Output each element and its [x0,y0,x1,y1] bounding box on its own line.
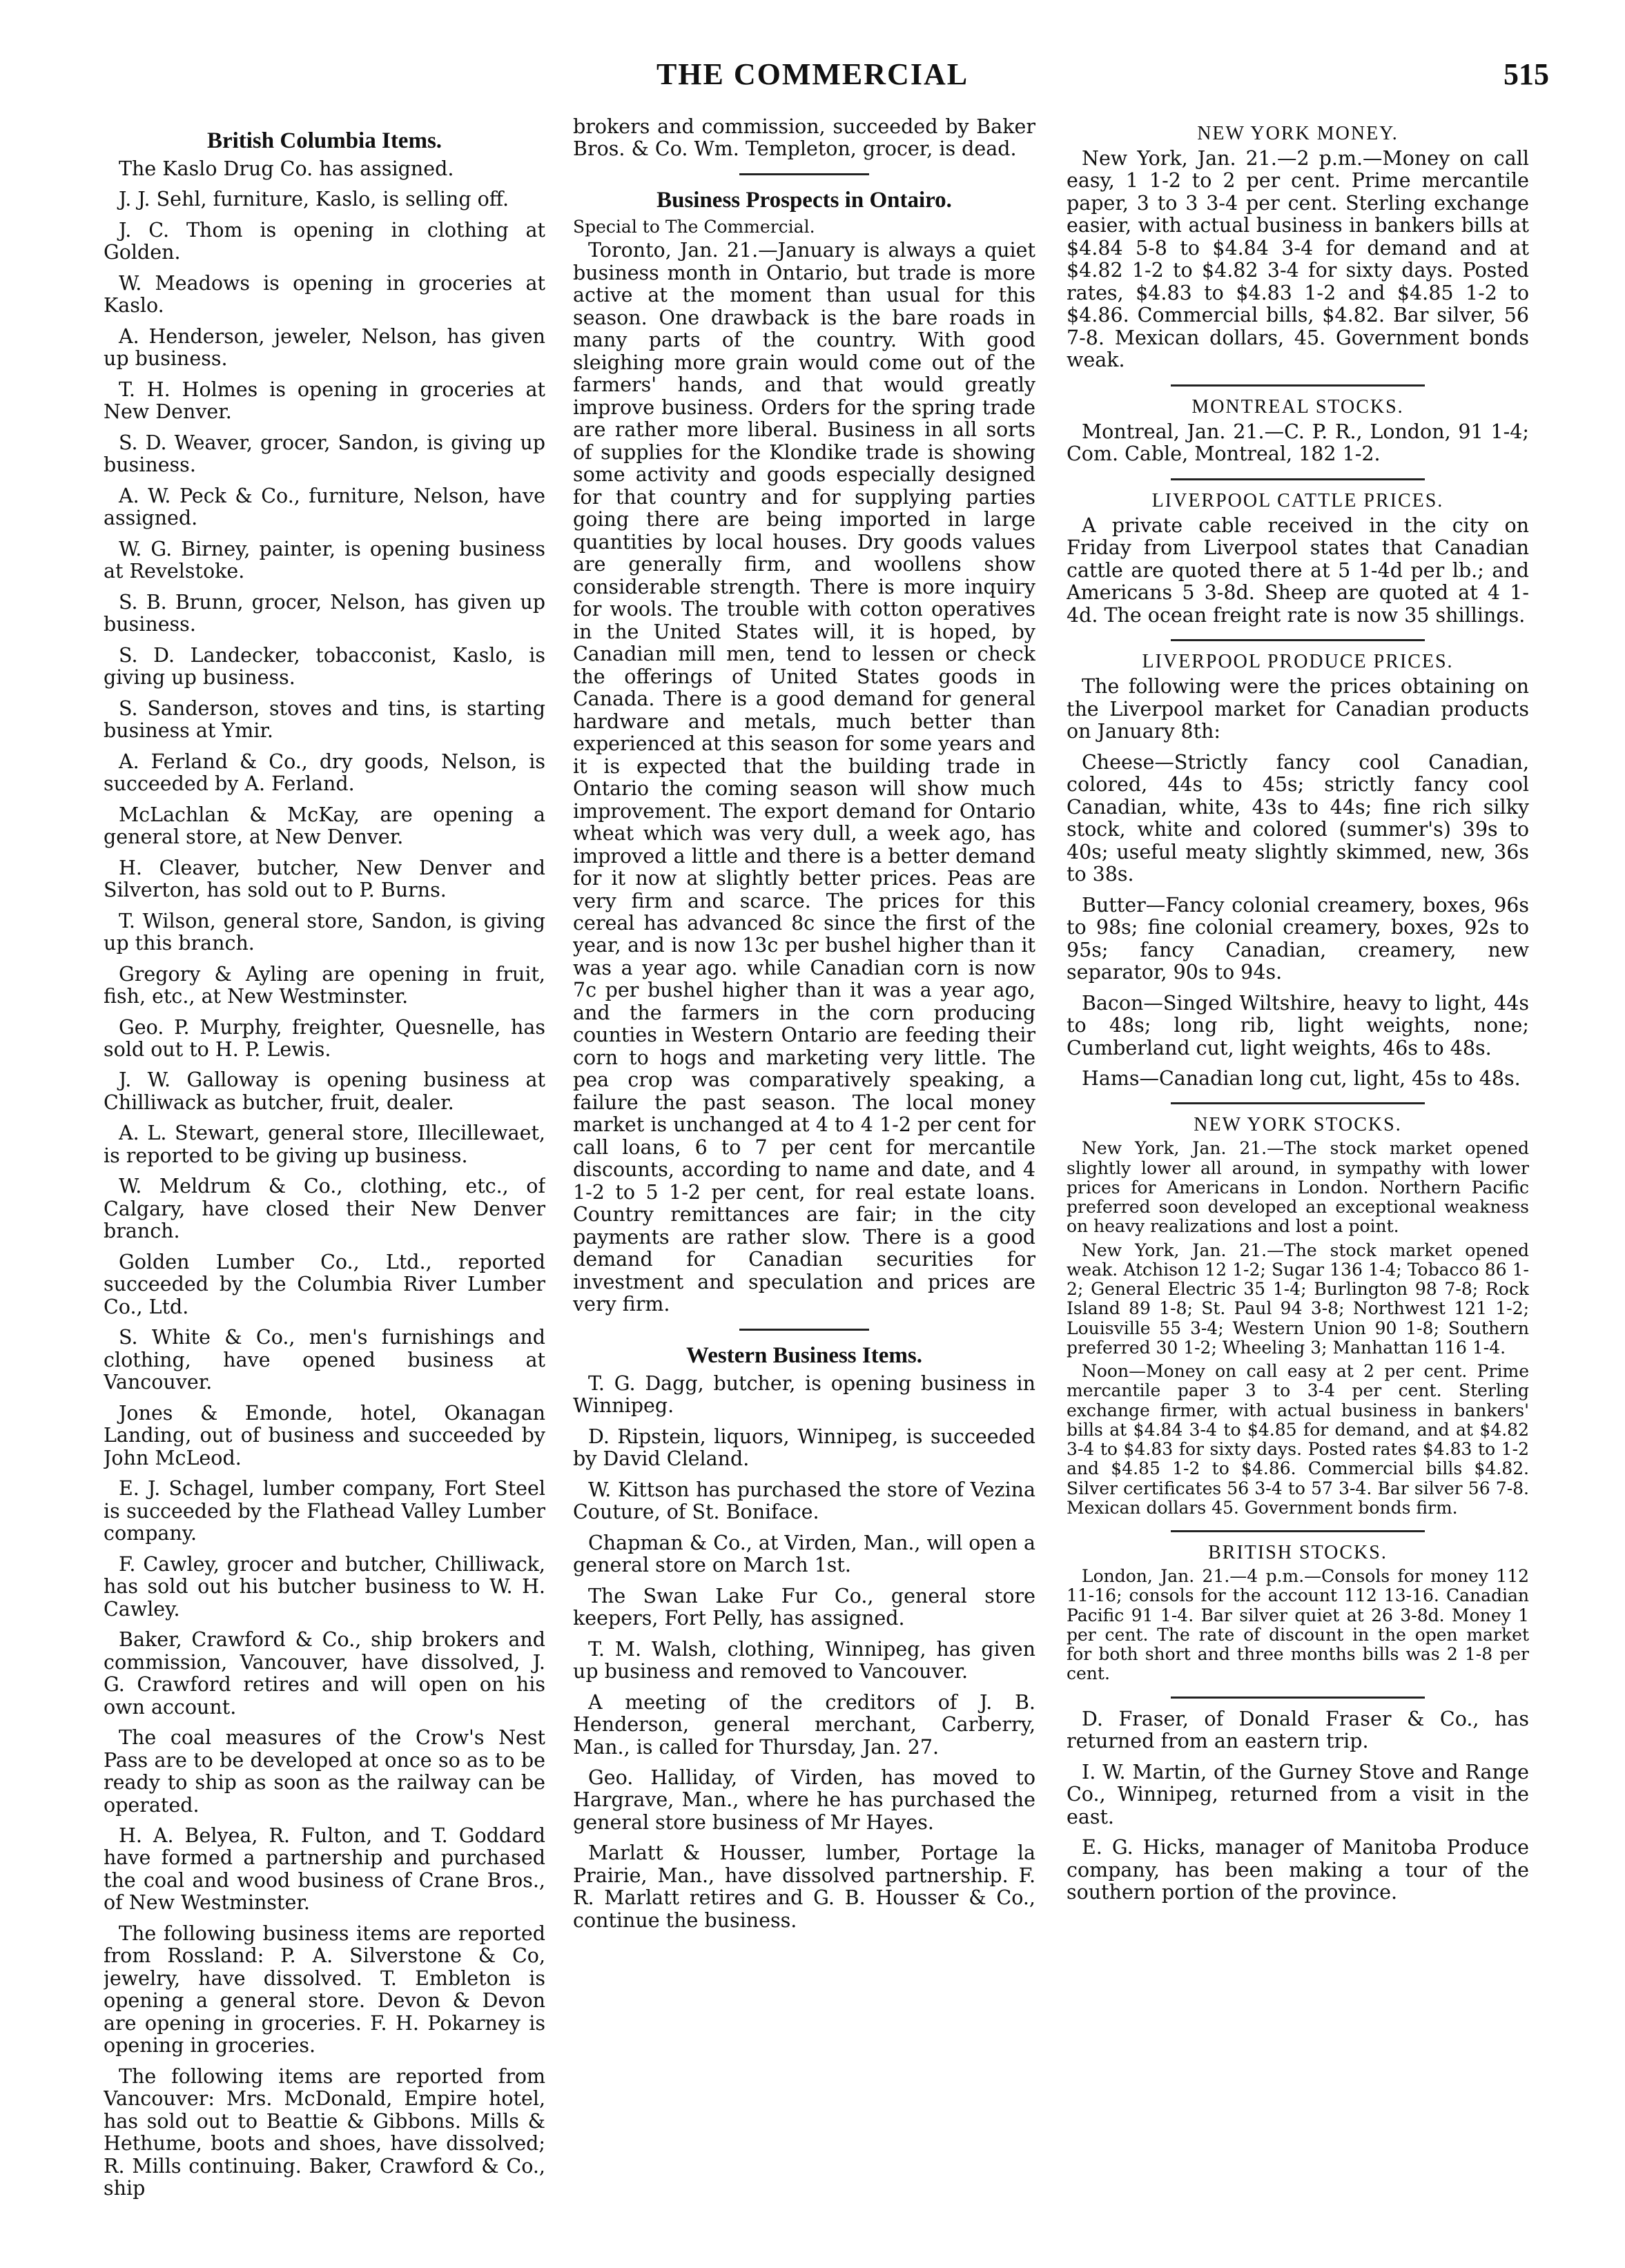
news-item: S. B. Brunn, grocer, Nelson, has given up business. [104,590,545,636]
produce-item: Bacon—Singed Wiltshire, heavy to light, 44s to 48s; long rib, light weights, none; Cumberland cut, light weights, 46s to 48s. [1067,991,1529,1059]
section-title-western: Western Business Items. [686,1342,922,1368]
produce-item: Cheese—Strictly fancy cool Canadian, colored, 44s to 45s; strictly fancy cool Canadian, white, 43s to 44s; fine rich silky stock, white and colored (summer's) 39s to 40s; useful meaty slightly skimmed, new, 36s to 38s. [1067,750,1529,886]
produce-item: Hams—Canadian long cut, light, 45s to 48s. [1082,1066,1521,1090]
produce-item: The following were the prices obtaining on the Liverpool market for Canadian products on January 8th: [1067,675,1529,743]
news-item: S. D. Landecker, tobacconist, Kaslo, is giving up business. [104,643,545,690]
news-item: Baker, Crawford & Co., ship brokers and commission, Vancouver, have dissolved, J. G. Crawford retires and will open on his own account. [104,1628,545,1719]
news-item: J. W. Galloway is opening business at Chilliwack as butcher, fruit, dealer. [104,1068,545,1114]
column-british-columbia [104,116,545,2227]
news-item: A. Ferland & Co., dry goods, Nelson, is succeeded by A. Ferland. [104,750,545,796]
section-title-british-stocks: BRITISH STOCKS. [1208,1542,1388,1564]
section-divider [1171,1102,1425,1104]
news-item: The coal measures of the Crow's Nest Pass are to be developed at once so as to be ready to ship as soon as the railway can be operated. [104,1726,545,1817]
section-title-cattle-prices: LIVERPOOL CATTLE PRICES. [1151,489,1444,511]
masthead-title: THE COMMERCIAL [656,57,969,91]
news-item: D. Ripstein, liquors, Winnipeg, is succeeded by David Cleland. [573,1425,1035,1471]
news-item: McLachlan & McKay, are opening a general store, at New Denver. [104,803,545,849]
british-stocks-report: London, Jan. 21.—4 p.m.—Consols for money 112 11-16; consols for the account 112 13-16. Canadian Pacific 91 1-4. Bar silver quiet at 26 3-8d. Money 1 per cent. The rate of discount in the open market for both short and three months bills was 2 1-8 per cent. [1067,1566,1529,1684]
news-item: Golden Lumber Co., Ltd., reported succeeded by the Columbia River Lumber Co., Ltd. [104,1250,545,1318]
section-title-montreal-stocks: MONTREAL STOCKS. [1191,395,1404,418]
news-item: W. Meadows is opening in groceries at Kaslo. [104,271,545,317]
column-markets [1067,116,1529,2227]
ny-stocks-item: New York, Jan. 21.—The stock market opened slightly lower all around, in sympathy with lower prices for Americans in London. Northern Pacific preferred soon developed an exceptional weakness on heavy realizations and lost a point. [1067,1138,1529,1237]
ontario-report: Toronto, Jan. 21.—January is always a quiet business month in Ontario, but trade is more active at the moment than usual for this season. One drawback is the bare roads in many parts of the country. With good sleighing more grain would come out of the farmers' hands, and that would greatly improve business. Orders for the spring trade are rather more liberal. Business in all sorts of supplies for the Klondike trade is showing some activity and goods especially designed for that country and for supplying parties going there are being imported in large quantities by local houses. Dry goods values are generally firm, and woollens show considerable strength. There is more inquiry for wools. The trouble with cotton operatives in the United States will, it is hoped, by Canadian mill men, tend to lessen or check the offerings of United States goods in Canada. There is a good demand for general hardware and metals, much better than experienced at this season for some years and it is expected that the building trade in Ontario the coming season will show much improvement. The export demand for Ontario wheat which was very dull, a week ago, has improved a little and there is a better demand for it now at slightly better prices. Peas are very firm and scarce. The prices for this cereal has advanced 8c since the first of the year, and is now 13c per bushel higher than it was a year ago. while Canadian corn is now 7c per bushel higher than it was a year ago, and the farmers in the corn producing counties in Western Ontario are feeding their corn to hogs and marketing very little. The pea crop was comparatively speaking, a failure the past season. The local money market is unchanged at 4 to 4 1-2 per cent for call loans, 6 to 7 per cent for mercantile discounts, according to name and date, and 4 1-2 to 5 1-2 per cent, for real estate loans. Country remittances are fair; in the city payments are rather slow. There is a good demand for Canadian securities for investment and speculation and prices are very firm. [573,239,1035,1316]
special-correspondent-line: Special to The Commercial. [573,216,815,237]
western-items [573,1373,1035,1933]
section-title-ny-money: NEW YORK MONEY. [1197,123,1399,144]
news-item: A. Henderson, jeweler, Nelson, has given up business. [104,324,545,371]
section-title-british-columbia: British Columbia Items. [206,128,442,153]
news-item: T. M. Walsh, clothing, Winnipeg, has given up business and removed to Vancouver. [573,1637,1035,1683]
news-item: S. D. Weaver, grocer, Sandon, is giving up business. [104,431,545,477]
news-item: Geo. Halliday, of Virden, has moved to Hargrave, Man., where he has purchased the general store business of Mr Hayes. [573,1766,1035,1834]
news-item: The Swan Lake Fur Co., general store keepers, Fort Pelly, has assigned. [573,1584,1035,1630]
news-item: E. G. Hicks, manager of Manitoba Produce company, has been making a tour of the southern portion of the province. [1067,1836,1529,1904]
news-item: S. Sanderson, stoves and tins, is starting business at Ymir. [104,696,545,743]
section-divider [739,173,869,175]
section-divider [1171,384,1425,387]
page-header [0,54,1625,102]
news-item: Marlatt & Housser, lumber, Portage la Prairie, Man., have dissolved partnership. F. R. Marlatt retires and G. B. Housser & Co., continue the business. [573,1841,1035,1932]
news-item: The following items are reported from Vancouver: Mrs. McDonald, Empire hotel, has sold out to Beattie & Gibbons. Mills & Hethume, boots and shoes, have dissolved; R. Mills continuing. Baker, Crawford & Co., ship [104,2064,545,2200]
news-item: I. W. Martin, of the Gurney Stove and Range Co., Winnipeg, returned from a visit in the east. [1067,1760,1529,1828]
news-item: S. White & Co., men's furnishings and clothing, have opened business at Vancouver. [104,1326,545,1394]
produce-item: Butter—Fancy colonial creamery, boxes, 96s to 98s; fine colonial creamery, boxes, 92s to 95s; fancy Canadian, creamery, new separator, 90s to 94s. [1067,893,1529,984]
page-number: 515 [1504,57,1549,91]
news-item: F. Cawley, grocer and butcher, Chilliwack, has sold out his butcher business to W. H. Cawley. [104,1552,545,1621]
news-item: A. W. Peck & Co., furniture, Nelson, have assigned. [104,484,545,530]
news-item: Jones & Emonde, hotel, Okanagan Landing, out of business and succeeded by John McLeod. [104,1401,545,1469]
montreal-report: Montreal, Jan. 21.—C. P. R., London, 91 1-4; Com. Cable, Montreal, 182 1-2. [1067,420,1529,466]
section-divider [1171,478,1425,480]
section-title-ontario: Business Prospects in Ontairo. [656,187,952,213]
bc-items [104,158,545,2200]
news-item: H. A. Belyea, R. Fulton, and T. Goddard have formed a partnership and purchased the coal and wood business of Crane Bros., of New Westminster. [104,1824,545,1915]
news-item: T. Wilson, general store, Sandon, is giving up this branch. [104,909,545,955]
news-item: T. G. Dagg, butcher, is opening business in Winnipeg. [573,1371,1035,1418]
news-item: W. Kittson has purchased the store of Vezina Couture, of St. Boniface. [573,1478,1035,1524]
column-ontario-western [573,116,1035,2227]
news-item: Chapman & Co., at Virden, Man., will open a general store on March 1st. [573,1531,1035,1577]
ny-stocks-item: New York, Jan. 21.—The stock market opened weak. Atchison 12 1-2; Sugar 136 1-4; Tobacco 86 1-2; General Electric 35 1-4; Burlington 98 7-8; Rock Island 89 1-8; St. Paul 94 3-8; Northwest 121 1-2; Louisville 55 3-4; Western Union 90 1-8; Southern preferred 30 1-2; Wheeling 3; Manhattan 116 1-4. [1067,1240,1529,1358]
news-item: J. C. Thom is opening in clothing at Golden. [104,218,545,264]
news-item: W. Meldrum & Co., clothing, etc., of Calgary, have closed their New Denver branch. [104,1175,545,1243]
ny-money-report: New York, Jan. 21.—2 p.m.—Money on call easy, 1 1-2 to 2 per cent. Prime mercantile paper, 3 to 3 3-4 per cent. Sterling exchange easier, with actual business in bankers bills at $4.84 5-8 to $4.84 3-4 for demand and at $4.82 1-2 to $4.82 3-4 for sixty days. Posted rates, $4.83 to $4.83 1-2 and $4.85 1-2 to $4.86. Commercial bills, $4.82. Bar silver, 56 7-8. Mexican dollars, 45. Government bonds weak. [1067,147,1529,372]
continued-item: brokers and commission, succeeded by Baker Bros. & Co. Wm. Templeton, grocer, is dead. [573,116,1035,161]
news-item: E. J. Schagel, lumber company, Fort Steel is succeeded by the Flathead Valley Lumber company. [104,1477,545,1545]
news-item: J. J. Sehl, furniture, Kaslo, is selling off. [119,188,509,211]
news-item: Geo. P. Murphy, freighter, Quesnelle, has sold out to H. P. Lewis. [104,1015,545,1061]
news-item: T. H. Holmes is opening in groceries at New Denver. [104,378,545,424]
news-item: W. G. Birney, painter, is opening business at Revelstoke. [104,537,545,583]
news-item: H. Cleaver, butcher, New Denver and Silverton, has sold out to P. Burns. [104,856,545,902]
news-item: A meeting of the creditors of J. B. Henderson, general merchant, Carberry, Man., is called for Thursday, Jan. 27. [573,1690,1035,1759]
section-title-ny-stocks: NEW YORK STOCKS. [1194,1114,1402,1136]
ny-stocks-item: Noon—Money on call easy at 2 per cent. Prime mercantile paper 3 to 3-4 per cent. Sterling exchange firmer, with actual business in bankers' bills at $4.84 3-4 to $4.85 for demand, and at $4.82 3-4 to $4.83 for sixty days. Posted rates $4.83 to 1-2 and $4.85 1-2 to $4.86. Commercial bills $4.82. Silver certificates 56 3-4 to 57 3-4. Bar silver 56 7-8. Mexican dollars 45. Government bonds firm. [1067,1361,1529,1518]
news-item: The Kaslo Drug Co. has assigned. [119,157,454,180]
news-item: A. L. Stewart, general store, Illecillewaet, is reported to be giving up business. [104,1122,545,1167]
news-item: Gregory & Ayling are opening in fruit, fish, etc., at New Westminster. [104,962,545,1008]
news-item: The following business items are reported from Rossland: P. A. Silverstone & Co, jewelry, have dissolved. T. Embleton is opening a general store. Devon & Devon are opening in groceries. F. H. Pokarney is opening in groceries. [104,1922,545,2057]
ny-stocks-section [1067,1114,1529,1683]
section-divider [1171,639,1425,641]
news-item: D. Fraser, of Donald Fraser & Co., has returned from an eastern trip. [1067,1707,1529,1753]
section-divider [1171,1530,1425,1532]
section-title-produce-prices: LIVERPOOL PRODUCE PRICES. [1142,651,1454,673]
section-divider [739,1329,869,1331]
cattle-report: A private cable received in the city on Friday from Liverpool states that Canadian cattle are quoted there at 5 1-4d per lb.; and Americans 5 3-8d. Sheep are quoted at 4 1-4d. The ocean freight rate is now 35 shillings. [1067,514,1529,627]
section-divider [1171,1697,1425,1699]
